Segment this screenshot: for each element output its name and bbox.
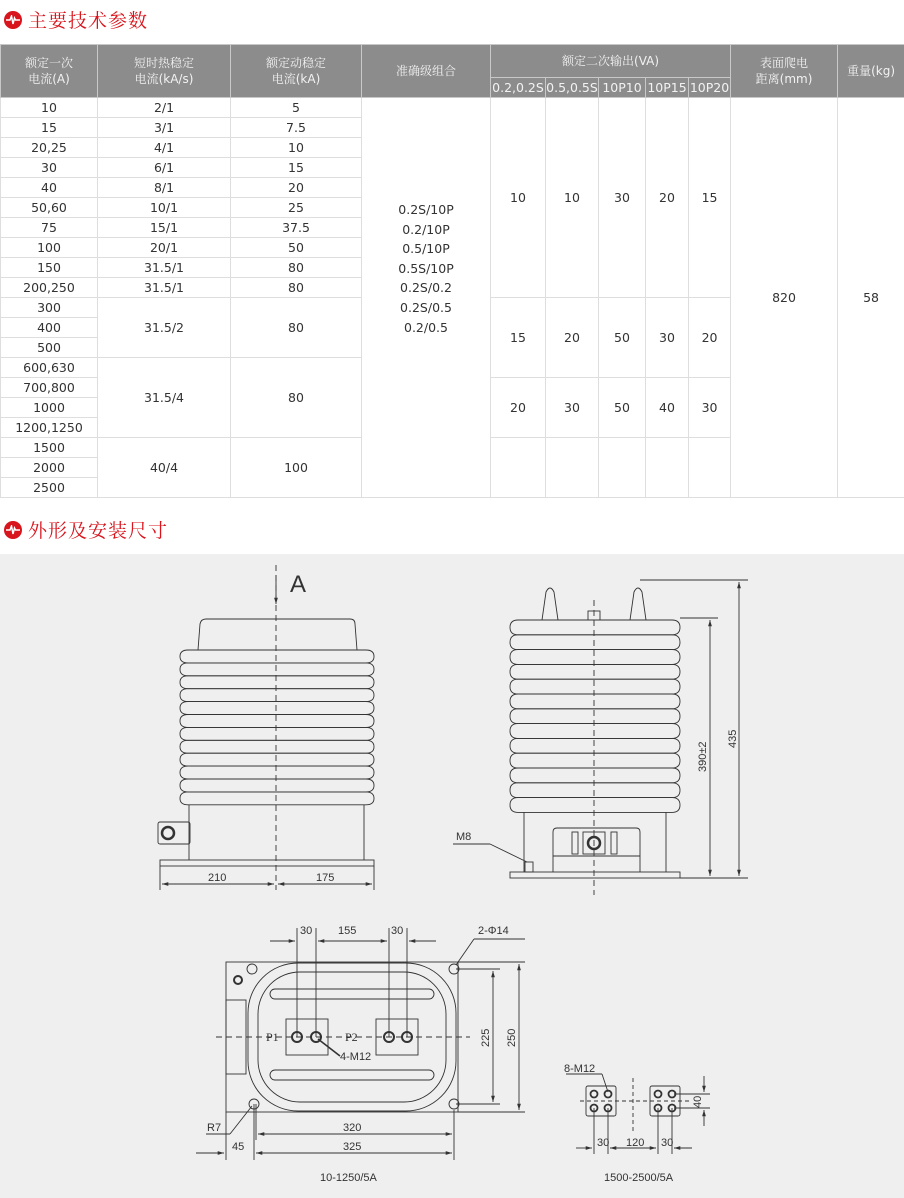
- cell-output: 30: [599, 98, 646, 298]
- accuracy-combo: 0.5S/10P: [398, 260, 454, 276]
- dim-front-left: 210: [208, 872, 227, 884]
- dim-alt-bolts: 8-M12: [564, 1063, 596, 1075]
- cell-dynamic: 80: [231, 278, 362, 298]
- cell-output: 15: [491, 298, 546, 378]
- cell-dynamic: 5: [231, 98, 362, 118]
- cell-thermal: 31.5/4: [98, 358, 231, 438]
- table-row: [1, 98, 904, 118]
- dim-325: 325: [343, 1141, 362, 1153]
- insulator-rib: [180, 689, 374, 702]
- header-sub-1: 0.5,0.5S: [546, 78, 599, 98]
- insulator-rib: [180, 727, 374, 740]
- header-sub-0: 0.2,0.2S: [491, 78, 546, 98]
- header-sub-4: 10P20: [689, 78, 731, 98]
- cell-output: [599, 438, 646, 498]
- cell-output: [646, 438, 689, 498]
- cell-thermal: 8/1: [98, 178, 231, 198]
- cell-thermal: 6/1: [98, 158, 231, 178]
- cell-primary-current: 100: [1, 238, 98, 258]
- insulator-rib: [180, 792, 374, 805]
- cell-primary-current: 300: [1, 298, 98, 318]
- caption-alt: 1500-2500/5A: [604, 1172, 674, 1184]
- insulator-rib: [180, 766, 374, 779]
- cell-dynamic: 15: [231, 158, 362, 178]
- cell-dynamic: 80: [231, 258, 362, 278]
- cell-thermal: 2/1: [98, 98, 231, 118]
- cell-primary-current: 75: [1, 218, 98, 238]
- cell-thermal: 3/1: [98, 118, 231, 138]
- cell-primary-current: 400: [1, 318, 98, 338]
- cell-output: 30: [646, 298, 689, 378]
- insulator-rib: [180, 779, 374, 792]
- dim-alt-40: 40: [692, 1095, 704, 1108]
- cell-output: 50: [599, 298, 646, 378]
- dims-section-title: [4, 516, 168, 543]
- insulator-rib: [510, 768, 680, 783]
- side-view: [453, 580, 748, 895]
- insulator-rib: [510, 753, 680, 768]
- cell-primary-current: 10: [1, 98, 98, 118]
- header-weight: 重量(kg): [838, 45, 904, 98]
- dim-435: 435: [727, 729, 739, 748]
- pulse-icon: [4, 11, 22, 29]
- dim-320: 320: [343, 1122, 362, 1134]
- cell-primary-current: 1500: [1, 438, 98, 458]
- insulator-rib: [510, 650, 680, 665]
- cell-thermal: 4/1: [98, 138, 231, 158]
- cell-thermal: 31.5/1: [98, 278, 231, 298]
- cell-primary-current: 50,60: [1, 198, 98, 218]
- header-sub-2: 10P10: [599, 78, 646, 98]
- cell-primary-current: 1200,1250: [1, 418, 98, 438]
- drawing-svg: [0, 554, 904, 1198]
- cell-output: 15: [689, 98, 731, 298]
- cell-dynamic: 25: [231, 198, 362, 218]
- cell-thermal: 31.5/2: [98, 298, 231, 358]
- dim-30b: 30: [391, 925, 404, 937]
- cell-thermal: 10/1: [98, 198, 231, 218]
- dim-holes: 2-Φ14: [478, 925, 509, 937]
- cell-creepage: 820: [731, 98, 838, 498]
- cell-primary-current: 40: [1, 178, 98, 198]
- dim-225: 225: [480, 1028, 492, 1047]
- dim-r7: R7: [207, 1122, 222, 1134]
- cell-primary-current: 15: [1, 118, 98, 138]
- cell-dynamic: 10: [231, 138, 362, 158]
- header-accuracy: 准确级组合: [362, 45, 491, 98]
- cell-primary-current: 2500: [1, 478, 98, 498]
- insulator-rib: [510, 620, 680, 635]
- dim-bolts: 4-M12: [340, 1051, 372, 1063]
- spec-table: [0, 44, 904, 498]
- cell-output: 10: [491, 98, 546, 298]
- insulator-rib: [510, 738, 680, 753]
- dim-front-right: 175: [316, 872, 335, 884]
- cell-dynamic: 100: [231, 438, 362, 498]
- cell-primary-current: 700,800: [1, 378, 98, 398]
- cell-output: [689, 438, 731, 498]
- cell-primary-current: 500: [1, 338, 98, 358]
- cell-primary-current: 2000: [1, 458, 98, 478]
- cell-dynamic: 20: [231, 178, 362, 198]
- insulator-rib: [180, 715, 374, 728]
- label-p1: P1: [266, 1030, 279, 1044]
- header-secondary-output: 额定二次输出(VA): [491, 45, 731, 78]
- dim-30a: 30: [300, 925, 313, 937]
- cell-dynamic: 50: [231, 238, 362, 258]
- header-creepage: 表面爬电 距离(mm): [731, 45, 838, 98]
- cell-primary-current: 150: [1, 258, 98, 278]
- accuracy-combo: 0.2S/0.5: [400, 299, 452, 315]
- cell-dynamic: 37.5: [231, 218, 362, 238]
- accuracy-combo: 0.2S/0.2: [400, 280, 452, 296]
- dim-390: 390±2: [697, 741, 709, 772]
- cell-weight: 58: [838, 98, 904, 498]
- dim-45: 45: [232, 1141, 245, 1153]
- cell-output: 40: [646, 378, 689, 438]
- cell-primary-current: 1000: [1, 398, 98, 418]
- insulator-rib: [510, 664, 680, 679]
- insulator-rib: [180, 650, 374, 663]
- insulator-rib: [180, 702, 374, 715]
- cell-output: 20: [491, 378, 546, 438]
- insulator-rib: [180, 753, 374, 766]
- accuracy-combo: 0.5/10P: [402, 241, 450, 257]
- dim-alt-30b: 30: [661, 1137, 674, 1149]
- insulator-rib: [510, 709, 680, 724]
- cell-primary-current: 200,250: [1, 278, 98, 298]
- dims-title-text: 外形及安装尺寸: [28, 520, 169, 542]
- insulator-rib: [180, 676, 374, 689]
- cell-output: 30: [546, 378, 599, 438]
- accuracy-combo: 0.2/10P: [402, 221, 450, 237]
- cell-output: 20: [546, 298, 599, 378]
- dim-alt-120: 120: [626, 1137, 645, 1149]
- insulator-rib: [510, 635, 680, 650]
- dim-155: 155: [338, 925, 357, 937]
- specs-section-title: [4, 6, 148, 33]
- accuracy-combo: 0.2S/10P: [398, 202, 454, 217]
- cell-output: [546, 438, 599, 498]
- dim-m8: M8: [456, 831, 472, 843]
- insulator-rib: [510, 724, 680, 739]
- insulator-rib: [510, 679, 680, 694]
- cell-output: 20: [689, 298, 731, 378]
- specs-title-text: 主要技术参数: [28, 10, 149, 32]
- dim-250: 250: [506, 1028, 518, 1047]
- view-label: A: [290, 571, 307, 598]
- cell-accuracy-combos: [362, 98, 491, 498]
- header-sub-3: 10P15: [646, 78, 689, 98]
- header-thermal: 短时热稳定 电流(kA/s): [98, 45, 231, 98]
- insulator-rib: [180, 663, 374, 676]
- cell-dynamic: 80: [231, 358, 362, 438]
- cell-thermal: 40/4: [98, 438, 231, 498]
- pulse-icon: [4, 521, 22, 539]
- header-primary-current: 额定一次 电流(A): [1, 45, 98, 98]
- cell-output: [491, 438, 546, 498]
- caption-standard: 10-1250/5A: [320, 1172, 377, 1184]
- dimension-drawing: [0, 554, 904, 1198]
- cell-primary-current: 30: [1, 158, 98, 178]
- accuracy-combo: 0.2/0.5: [404, 319, 448, 335]
- cell-output: 50: [599, 378, 646, 438]
- header-dynamic: 额定动稳定 电流(kA): [231, 45, 362, 98]
- insulator-rib: [510, 694, 680, 709]
- cell-thermal: 15/1: [98, 218, 231, 238]
- cell-output: 20: [646, 98, 689, 298]
- cell-thermal: 20/1: [98, 238, 231, 258]
- dim-alt-30a: 30: [597, 1137, 610, 1149]
- insulator-rib: [510, 783, 680, 798]
- cell-primary-current: 20,25: [1, 138, 98, 158]
- cell-thermal: 31.5/1: [98, 258, 231, 278]
- front-view: [158, 565, 374, 890]
- cell-dynamic: 7.5: [231, 118, 362, 138]
- cell-output: 30: [689, 378, 731, 438]
- cell-output: 10: [546, 98, 599, 298]
- insulator-rib: [510, 798, 680, 813]
- cell-primary-current: 600,630: [1, 358, 98, 378]
- insulator-rib: [180, 740, 374, 753]
- cell-dynamic: 80: [231, 298, 362, 358]
- label-p2: P2: [345, 1030, 358, 1044]
